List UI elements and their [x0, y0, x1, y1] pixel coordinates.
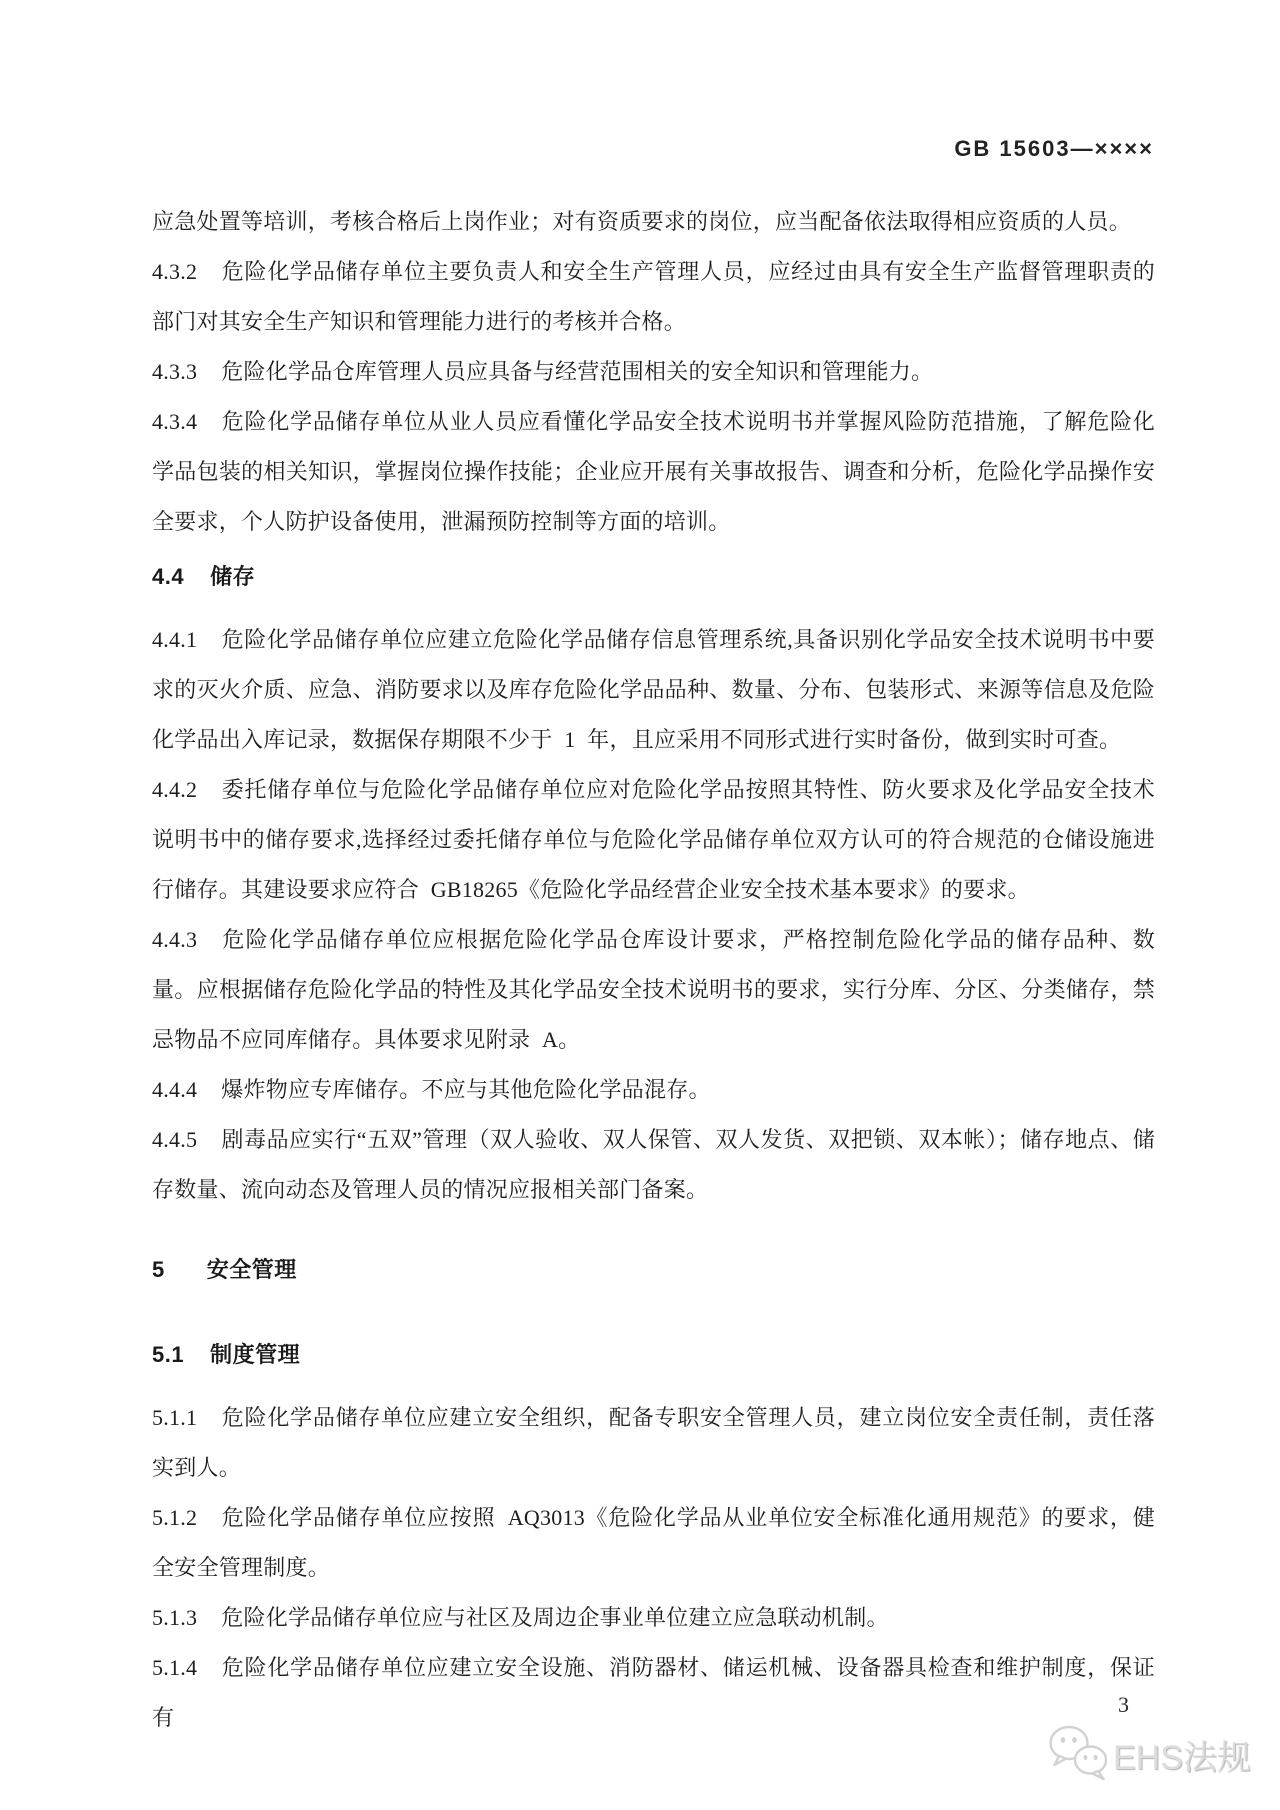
- heading-number: 5.1: [152, 1342, 185, 1367]
- clause-text: 危险化学品储存单位应根据危险化学品仓库设计要求，严格控制危险化学品的储存品种、数量。应根据储存危险化学品的特性及其化学品安全技术说明书的要求，实行分库、分区、分类储存，禁忌物品不应同库储存。具体要求见附录 A。: [152, 927, 1155, 1052]
- document-body: [152, 197, 1155, 1743]
- clause-4-3-2: [152, 247, 1155, 347]
- clause-number: 4.4.5: [152, 1127, 198, 1152]
- heading-number: 5: [152, 1257, 165, 1282]
- clause-text: 危险化学品储存单位应建立危险化学品储存信息管理系统,具备识别化学品安全技术说明书中要求的灭火介质、应急、消防要求以及库存危险化学品品种、数量、分布、包装形式、来源等信息及危险化学品出入库记录，数据保存期限不少于 1 年，且应采用不同形式进行实时备份，做到实时可查。: [152, 627, 1155, 752]
- heading-5-1: [152, 1330, 1155, 1380]
- clause-4-4-2: [152, 765, 1155, 915]
- clause-text: 委托储存单位与危险化学品储存单位应对危险化学品按照其特性、防火要求及化学品安全技术说明书中的储存要求,选择经过委托储存单位与危险化学品储存单位双方认可的符合规范的仓储设施进行储存。其建设要求应符合 GB18265《危险化学品经营企业安全技术基本要求》的要求。: [152, 777, 1155, 902]
- clause-number: 4.3.4: [152, 409, 198, 434]
- watermark: [1046, 1722, 1251, 1787]
- clause-number: 5.1.3: [152, 1605, 198, 1630]
- clause-5-1-3: [152, 1593, 1155, 1643]
- clause-number: 4.4.2: [152, 777, 198, 802]
- page-number: 3: [1118, 1692, 1129, 1717]
- heading-label: 安全管理: [206, 1257, 297, 1282]
- clause-text: 爆炸物应专库储存。不应与其他危险化学品混存。: [221, 1077, 711, 1102]
- clause-number: 4.4.1: [152, 627, 198, 652]
- clause-5-1-2: [152, 1493, 1155, 1593]
- clause-text: 危险化学品储存单位应与社区及周边企事业单位建立应急联动机制。: [221, 1605, 889, 1630]
- clause-number: 4.4.3: [152, 927, 198, 952]
- clause-text: 剧毒品应实行“五双”管理（双人验收、双人保管、双人发货、双把锁、双本帐）；储存地点、储存数量、流向动态及管理人员的情况应报相关部门备案。: [152, 1127, 1155, 1202]
- heading-label: 制度管理: [210, 1342, 301, 1367]
- clause-number: 4.3.3: [152, 359, 198, 384]
- clause-number: 4.4.4: [152, 1077, 198, 1102]
- clause-4-4-3: [152, 915, 1155, 1065]
- clause-text: 危险化学品储存单位应按照 AQ3013《危险化学品从业单位安全标准化通用规范》的要求，健全安全管理制度。: [152, 1505, 1155, 1580]
- clause-5-1-1: [152, 1393, 1155, 1493]
- clause-number: 4.3.2: [152, 259, 198, 284]
- standard-code-header: GB 15603—××××: [954, 136, 1154, 161]
- clause-text: 危险化学品储存单位应建立安全组织，配备专职安全管理人员，建立岗位安全责任制，责任落实到人。: [152, 1405, 1155, 1480]
- clause-number: 5.1.1: [152, 1405, 198, 1430]
- clause-4-4-4: [152, 1065, 1155, 1115]
- heading-label: 储存: [210, 564, 256, 589]
- heading-5: [152, 1245, 1155, 1295]
- clause-4-4-5: [152, 1115, 1155, 1215]
- clause-number: 5.1.4: [152, 1655, 198, 1680]
- clause-4-3-3: [152, 347, 1155, 397]
- clause-text: 危险化学品储存单位应建立安全设施、消防器材、储运机械、设备器具检查和维护制度，保证有: [152, 1655, 1155, 1730]
- clause-5-1-4: [152, 1643, 1155, 1743]
- clause-4-3-4: [152, 397, 1155, 547]
- clause-text: 危险化学品储存单位从业人员应看懂化学品安全技术说明书并掌握风险防范措施，了解危险化学品包装的相关知识，掌握岗位操作技能；企业应开展有关事故报告、调查和分析，危险化学品操作安全要求，个人防护设备使用，泄漏预防控制等方面的培训。: [152, 409, 1155, 534]
- clause-text: 危险化学品储存单位主要负责人和安全生产管理人员，应经过由具有安全生产监督管理职责的部门对其安全生产知识和管理能力进行的考核并合格。: [152, 259, 1155, 334]
- clause-4-4-1: [152, 615, 1155, 765]
- heading-4-4: [152, 552, 1155, 602]
- clause-number: 5.1.2: [152, 1505, 198, 1530]
- clause-text: 危险化学品仓库管理人员应具备与经营范围相关的安全知识和管理能力。: [221, 359, 934, 384]
- clause-continuation: [152, 197, 1155, 247]
- clause-text: 应急处置等培训，考核合格后上岗作业；对有资质要求的岗位，应当配备依法取得相应资质的人员。: [152, 209, 1132, 234]
- wechat-icon: [1046, 1722, 1110, 1787]
- watermark-label: EHS法规: [1113, 1739, 1251, 1777]
- heading-number: 4.4: [152, 564, 185, 589]
